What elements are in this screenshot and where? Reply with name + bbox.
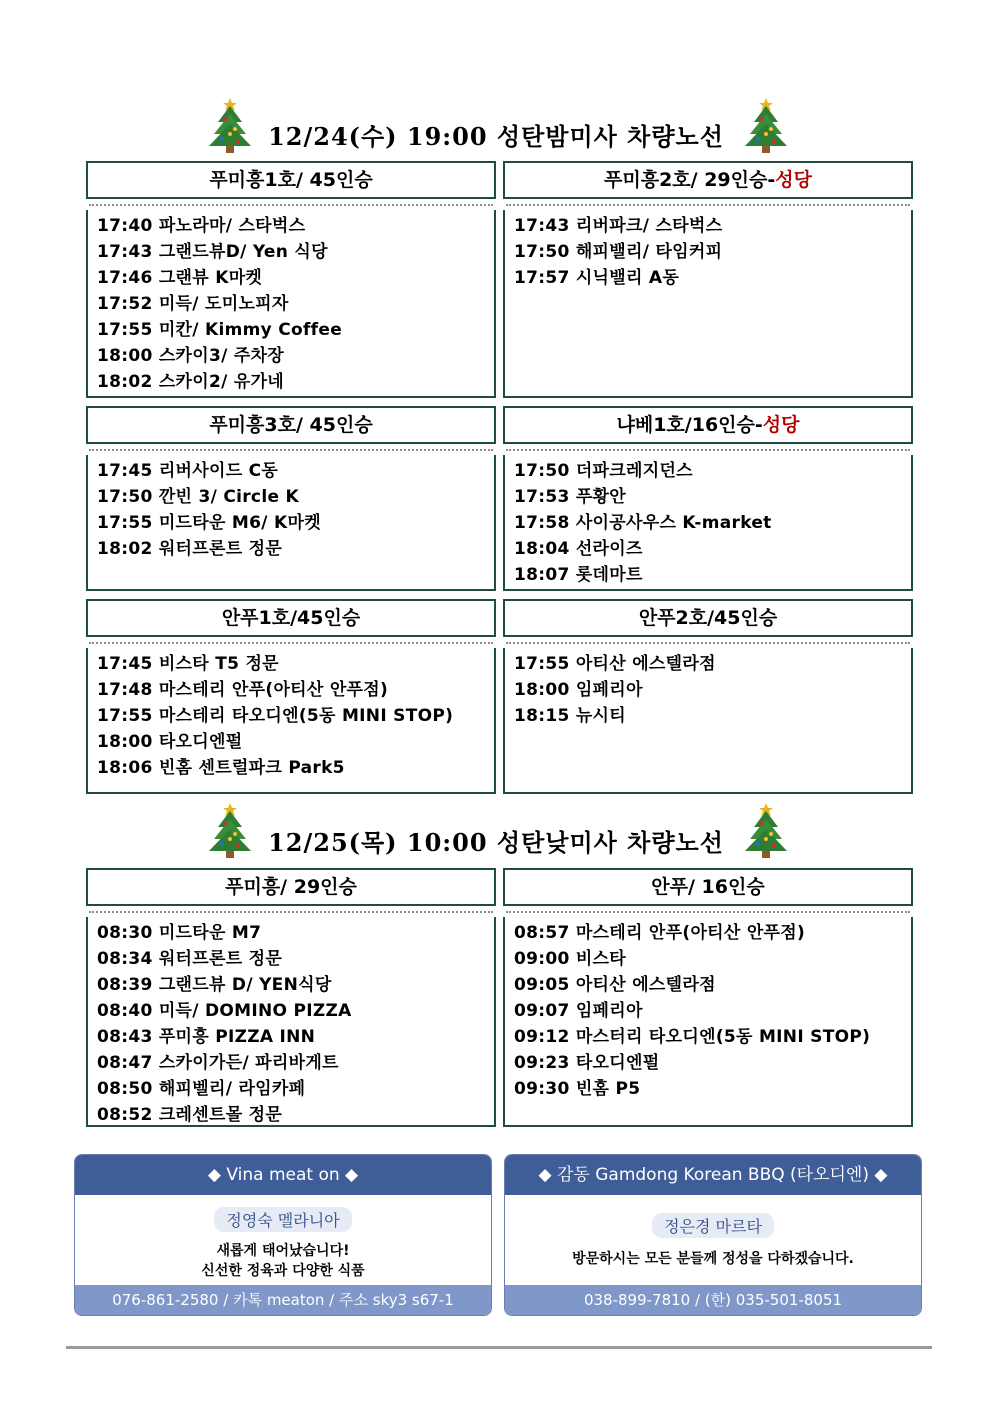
- stop-item: 08:40 미득/ DOMINO PIZZA: [97, 1001, 352, 1021]
- bus-header: [503, 161, 913, 199]
- stop-item: 17:53 푸황안: [514, 487, 626, 507]
- stop-item: 18:04 선라이즈: [514, 539, 643, 559]
- ad-description: 새롭게 태어났습니다!: [216, 1243, 350, 1259]
- bus-header: [86, 406, 496, 444]
- stop-item: 08:30 미드타운 M7: [97, 923, 262, 943]
- ad-footer: 076-861-2580 / 카톡 meaton / 주소 sky3 s67-1: [75, 1285, 491, 1315]
- bottom-divider: [66, 1346, 932, 1349]
- stop-item: 17:43 리버파크/ 스타벅스: [514, 216, 723, 236]
- stop-item: 18:07 롯데마트: [514, 565, 643, 585]
- stop-item: 17:46 그랜뷰 K마켓: [97, 268, 263, 288]
- stop-item: 17:55 마스테리 타오디엔(5동 MINI STOP): [97, 706, 454, 726]
- christmas-tree-icon: [742, 96, 790, 154]
- stop-item: 09:12 마스터리 타오디엔(5동 MINI STOP): [514, 1027, 871, 1047]
- stop-item: 09:23 타오디엔펄: [514, 1053, 660, 1073]
- stop-item: 18:15 뉴시티: [514, 706, 626, 726]
- ad-description: 신선한 정육과 다양한 식품: [201, 1263, 365, 1279]
- bus-label: 푸미흥2호/ 29인승-: [604, 169, 776, 191]
- ad-contact-name: 정영숙 멜라니아: [214, 1207, 351, 1232]
- stop-item: 17:55 아티산 에스텔라점: [514, 654, 716, 674]
- stop-item: 09:05 아티산 에스텔라점: [514, 975, 716, 995]
- stop-item: 18:02 워터프론트 정문: [97, 539, 283, 559]
- stop-item: 08:39 그랜드뷰 D/ YEN식당: [97, 975, 332, 995]
- stop-list: [503, 455, 913, 591]
- bus-header: [86, 599, 496, 637]
- stop-item: 17:45 리버사이드 C동: [97, 461, 279, 481]
- stop-item: 18:00 임페리아: [514, 680, 643, 700]
- stop-item: 18:02 스카이2/ 유가네: [97, 372, 285, 392]
- stop-item: 09:00 비스타: [514, 949, 626, 969]
- bus-label: 푸미흥/ 29인승: [225, 876, 357, 898]
- bus-label: 푸미흥1호/ 45인승: [209, 169, 373, 191]
- section-title: 12/24(수) 19:00 성탄밤미사 차량노선: [268, 122, 724, 151]
- stop-list: [86, 210, 496, 398]
- stop-item: 17:50 해피밸리/ 타임커피: [514, 242, 723, 262]
- stop-list: [503, 210, 913, 398]
- stop-item: 17:57 시닉밸리 A동: [514, 268, 680, 288]
- ad-card: [74, 1154, 492, 1316]
- stop-item: 08:50 해피벨리/ 라임카페: [97, 1079, 306, 1099]
- stop-item: 17:48 마스테리 안푸(아티산 안푸점): [97, 680, 389, 700]
- ad-description: 방문하시는 모든 분들께 정성을 다하겠습니다.: [572, 1251, 854, 1267]
- stop-list: [86, 455, 496, 591]
- stop-item: 18:06 빈홈 센트럴파크 Park5: [97, 758, 345, 778]
- stop-item: 08:34 워터프론트 정문: [97, 949, 283, 969]
- ad-footer: 038-899-7810 / (한) 035-501-8051: [505, 1285, 921, 1315]
- ad-contact-name: 정은경 마르타: [652, 1213, 774, 1238]
- bus-label: 안푸1호/45인승: [221, 607, 361, 629]
- section-title: 12/25(목) 10:00 성탄낮미사 차량노선: [268, 828, 724, 857]
- stop-item: 08:47 스카이가든/ 파리바게트: [97, 1053, 339, 1073]
- stop-item: 17:45 비스타 T5 정문: [97, 654, 279, 674]
- stop-list: [503, 648, 913, 794]
- stop-item: 17:43 그랜드뷰D/ Yen 식당: [97, 242, 328, 262]
- stop-item: 09:07 임페리아: [514, 1001, 643, 1021]
- stop-item: 17:55 미칸/ Kimmy Coffee: [97, 320, 343, 340]
- bus-header: [86, 161, 496, 199]
- stop-item: 08:52 크레센트몰 정문: [97, 1105, 283, 1125]
- ad-header: ◆ Vina meat on ◆: [75, 1155, 491, 1195]
- stop-item: 09:30 빈홈 P5: [514, 1079, 641, 1099]
- christmas-tree-icon: [742, 801, 790, 859]
- stop-list: [503, 917, 913, 1127]
- bus-header: [503, 868, 913, 906]
- stop-item: 17:50 깐빈 3/ Circle K: [97, 487, 299, 507]
- bus-label-suffix: 성당: [775, 169, 812, 191]
- bus-header: [86, 868, 496, 906]
- stop-item: 17:55 미드타운 M6/ K마켓: [97, 513, 321, 533]
- ad-header: ◆ 감동 Gamdong Korean BBQ (타오디엔) ◆: [505, 1155, 921, 1195]
- stop-list: [86, 917, 496, 1127]
- stop-item: 08:43 푸미흥 PIZZA INN: [97, 1027, 316, 1047]
- stop-item: 17:40 파노라마/ 스타벅스: [97, 216, 306, 236]
- stop-item: 17:50 더파크레지던스: [514, 461, 693, 481]
- bus-label: 안푸2호/45인승: [638, 607, 778, 629]
- stop-list: [86, 648, 496, 794]
- bus-label: 푸미흥3호/ 45인승: [209, 414, 373, 436]
- bus-label: 냐베1호/16인승-: [616, 414, 763, 436]
- bus-label-suffix: 성당: [762, 414, 800, 436]
- bus-header: [503, 599, 913, 637]
- bus-header: [503, 406, 913, 444]
- stop-item: 17:58 사이공사우스 K-market: [514, 513, 772, 533]
- ad-card: [504, 1154, 922, 1316]
- stop-item: 17:52 미득/ 도미노피자: [97, 294, 289, 314]
- stop-item: 08:57 마스테리 안푸(아티산 안푸점): [514, 923, 806, 943]
- stop-item: 18:00 스카이3/ 주차장: [97, 346, 285, 366]
- stop-item: 18:00 타오디엔펄: [97, 732, 243, 752]
- bus-label: 안푸/ 16인승: [651, 876, 765, 898]
